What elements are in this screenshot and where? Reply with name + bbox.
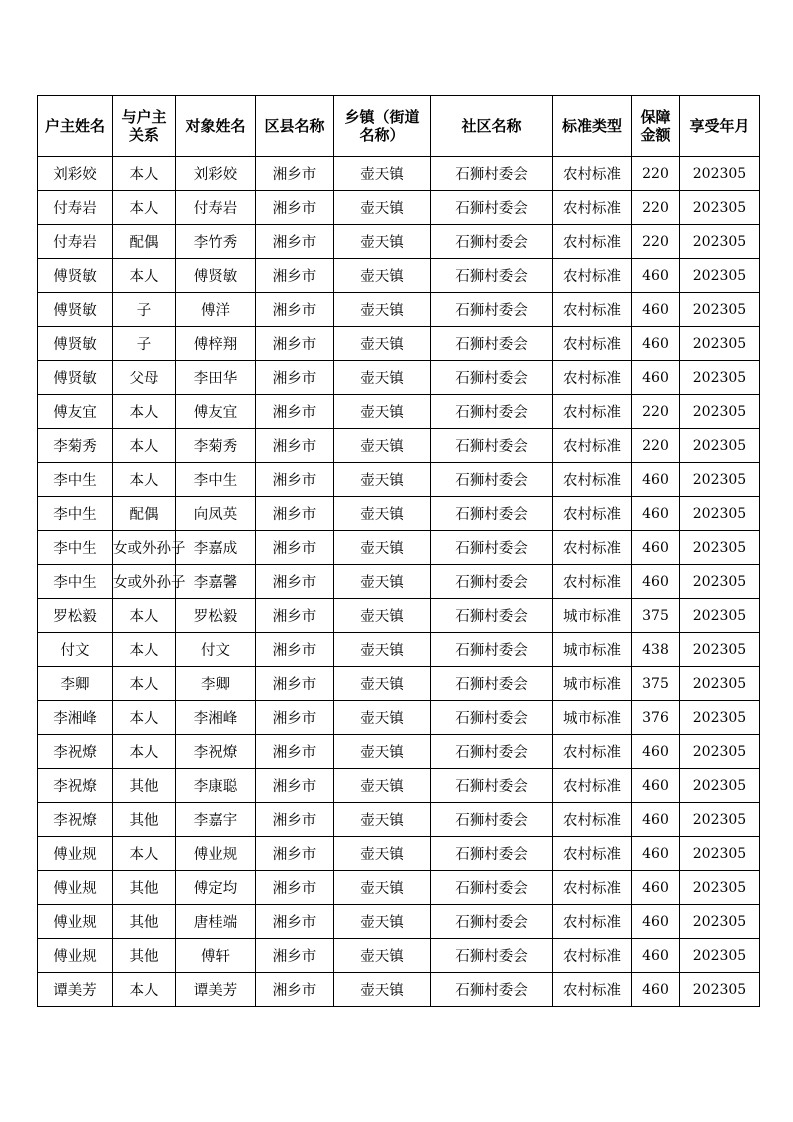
township-cell: 壶天镇 — [334, 973, 431, 1007]
standard-type-cell: 农村标准 — [553, 259, 632, 293]
period-cell: 202305 — [680, 939, 760, 973]
standard-type-cell: 城市标准 — [553, 667, 632, 701]
standard-type-cell: 农村标准 — [553, 225, 632, 259]
table-row — [38, 531, 760, 565]
household-head-cell: 罗松毅 — [38, 599, 113, 633]
township-cell: 壶天镇 — [334, 565, 431, 599]
period-cell: 202305 — [680, 429, 760, 463]
standard-type-cell: 农村标准 — [553, 939, 632, 973]
amount-cell: 375 — [632, 667, 680, 701]
relation-cell: 父母 — [113, 361, 176, 395]
table-row — [38, 327, 760, 361]
relation-cell: 子 — [113, 293, 176, 327]
township-cell: 壶天镇 — [334, 531, 431, 565]
recipient-name-cell: 付寿岩 — [176, 191, 256, 225]
household-head-cell: 傅贤敏 — [38, 327, 113, 361]
period-cell: 202305 — [680, 259, 760, 293]
household-head-cell: 傅业规 — [38, 837, 113, 871]
household-head-cell: 傅业规 — [38, 939, 113, 973]
table-row — [38, 565, 760, 599]
county-cell: 湘乡市 — [256, 191, 334, 225]
township-cell: 壶天镇 — [334, 871, 431, 905]
relation-cell: 女或外孙子 — [113, 531, 176, 565]
period-cell: 202305 — [680, 769, 760, 803]
community-cell: 石狮村委会 — [431, 837, 553, 871]
table-row — [38, 599, 760, 633]
amount-cell: 220 — [632, 191, 680, 225]
township-cell: 壶天镇 — [334, 259, 431, 293]
township-cell: 壶天镇 — [334, 667, 431, 701]
household-head-cell: 刘彩姣 — [38, 157, 113, 191]
household-head-cell: 李菊秀 — [38, 429, 113, 463]
benefits-table — [37, 95, 760, 1007]
table-row — [38, 871, 760, 905]
community-cell: 石狮村委会 — [431, 497, 553, 531]
community-cell: 石狮村委会 — [431, 361, 553, 395]
period-cell: 202305 — [680, 837, 760, 871]
relation-cell: 本人 — [113, 259, 176, 293]
recipient-name-cell: 李菊秀 — [176, 429, 256, 463]
recipient-name-cell: 李田华 — [176, 361, 256, 395]
community-cell: 石狮村委会 — [431, 157, 553, 191]
relation-cell: 本人 — [113, 157, 176, 191]
recipient-name-cell: 傅洋 — [176, 293, 256, 327]
period-cell: 202305 — [680, 667, 760, 701]
standard-type-cell: 农村标准 — [553, 905, 632, 939]
standard-type-cell: 城市标准 — [553, 701, 632, 735]
amount-cell: 460 — [632, 463, 680, 497]
recipient-name-cell: 李卿 — [176, 667, 256, 701]
household-head-cell: 李中生 — [38, 497, 113, 531]
township-cell: 壶天镇 — [334, 191, 431, 225]
standard-type-cell: 农村标准 — [553, 973, 632, 1007]
township-cell: 壶天镇 — [334, 429, 431, 463]
county-cell: 湘乡市 — [256, 395, 334, 429]
community-cell: 石狮村委会 — [431, 191, 553, 225]
amount-cell: 460 — [632, 497, 680, 531]
household-head-cell: 李湘峰 — [38, 701, 113, 735]
period-cell: 202305 — [680, 803, 760, 837]
standard-type-cell: 农村标准 — [553, 871, 632, 905]
amount-cell: 460 — [632, 837, 680, 871]
county-cell: 湘乡市 — [256, 973, 334, 1007]
relation-cell: 配偶 — [113, 225, 176, 259]
township-cell: 壶天镇 — [334, 939, 431, 973]
period-cell: 202305 — [680, 701, 760, 735]
table-row — [38, 701, 760, 735]
recipient-name-cell: 傅贤敏 — [176, 259, 256, 293]
township-cell: 壶天镇 — [334, 157, 431, 191]
household-head-cell: 傅友宜 — [38, 395, 113, 429]
header-county: 区县名称 — [256, 96, 334, 157]
community-cell: 石狮村委会 — [431, 871, 553, 905]
community-cell: 石狮村委会 — [431, 565, 553, 599]
county-cell: 湘乡市 — [256, 225, 334, 259]
community-cell: 石狮村委会 — [431, 599, 553, 633]
county-cell: 湘乡市 — [256, 667, 334, 701]
standard-type-cell: 农村标准 — [553, 191, 632, 225]
recipient-name-cell: 李湘峰 — [176, 701, 256, 735]
header-period: 享受年月 — [680, 96, 760, 157]
recipient-name-cell: 李康聪 — [176, 769, 256, 803]
relation-cell: 本人 — [113, 429, 176, 463]
recipient-name-cell: 罗松毅 — [176, 599, 256, 633]
amount-cell: 438 — [632, 633, 680, 667]
household-head-cell: 李祝燎 — [38, 735, 113, 769]
household-head-cell: 李中生 — [38, 463, 113, 497]
table-row — [38, 361, 760, 395]
relation-cell: 其他 — [113, 803, 176, 837]
township-cell: 壶天镇 — [334, 327, 431, 361]
standard-type-cell: 农村标准 — [553, 463, 632, 497]
amount-cell: 460 — [632, 531, 680, 565]
standard-type-cell: 农村标准 — [553, 735, 632, 769]
household-head-cell: 李祝燎 — [38, 769, 113, 803]
standard-type-cell: 农村标准 — [553, 327, 632, 361]
table-row — [38, 667, 760, 701]
county-cell: 湘乡市 — [256, 293, 334, 327]
community-cell: 石狮村委会 — [431, 259, 553, 293]
community-cell: 石狮村委会 — [431, 395, 553, 429]
table-row — [38, 395, 760, 429]
household-head-cell: 谭美芳 — [38, 973, 113, 1007]
recipient-name-cell: 李中生 — [176, 463, 256, 497]
period-cell: 202305 — [680, 157, 760, 191]
amount-cell: 460 — [632, 293, 680, 327]
household-head-cell: 付文 — [38, 633, 113, 667]
recipient-name-cell: 向凤英 — [176, 497, 256, 531]
county-cell: 湘乡市 — [256, 463, 334, 497]
relation-cell: 其他 — [113, 939, 176, 973]
standard-type-cell: 农村标准 — [553, 395, 632, 429]
period-cell: 202305 — [680, 973, 760, 1007]
household-head-cell: 傅业规 — [38, 905, 113, 939]
standard-type-cell: 城市标准 — [553, 633, 632, 667]
community-cell: 石狮村委会 — [431, 735, 553, 769]
township-cell: 壶天镇 — [334, 905, 431, 939]
county-cell: 湘乡市 — [256, 259, 334, 293]
period-cell: 202305 — [680, 633, 760, 667]
standard-type-cell: 农村标准 — [553, 157, 632, 191]
table-row — [38, 769, 760, 803]
header-relation: 与户主 关系 — [113, 96, 176, 157]
community-cell: 石狮村委会 — [431, 225, 553, 259]
amount-cell: 220 — [632, 157, 680, 191]
table-row — [38, 939, 760, 973]
period-cell: 202305 — [680, 225, 760, 259]
county-cell: 湘乡市 — [256, 701, 334, 735]
township-cell: 壶天镇 — [334, 225, 431, 259]
county-cell: 湘乡市 — [256, 361, 334, 395]
township-cell: 壶天镇 — [334, 293, 431, 327]
relation-cell: 其他 — [113, 905, 176, 939]
relation-cell: 本人 — [113, 633, 176, 667]
relation-cell: 配偶 — [113, 497, 176, 531]
household-head-cell: 傅贤敏 — [38, 361, 113, 395]
table-row — [38, 633, 760, 667]
county-cell: 湘乡市 — [256, 939, 334, 973]
header-recipient-name: 对象姓名 — [176, 96, 256, 157]
township-cell: 壶天镇 — [334, 633, 431, 667]
amount-cell: 460 — [632, 905, 680, 939]
recipient-name-cell: 傅业规 — [176, 837, 256, 871]
standard-type-cell: 农村标准 — [553, 531, 632, 565]
township-cell: 壶天镇 — [334, 837, 431, 871]
header-township: 乡镇（街道 名称） — [334, 96, 431, 157]
standard-type-cell: 农村标准 — [553, 429, 632, 463]
county-cell: 湘乡市 — [256, 327, 334, 361]
household-head-cell: 付寿岩 — [38, 225, 113, 259]
standard-type-cell: 农村标准 — [553, 565, 632, 599]
county-cell: 湘乡市 — [256, 769, 334, 803]
household-head-cell: 傅业规 — [38, 871, 113, 905]
standard-type-cell: 农村标准 — [553, 769, 632, 803]
table-row — [38, 157, 760, 191]
standard-type-cell: 农村标准 — [553, 837, 632, 871]
county-cell: 湘乡市 — [256, 157, 334, 191]
relation-cell: 其他 — [113, 769, 176, 803]
community-cell: 石狮村委会 — [431, 293, 553, 327]
recipient-name-cell: 谭美芳 — [176, 973, 256, 1007]
amount-cell: 220 — [632, 225, 680, 259]
community-cell: 石狮村委会 — [431, 667, 553, 701]
relation-cell: 女或外孙子 — [113, 565, 176, 599]
amount-cell: 375 — [632, 599, 680, 633]
amount-cell: 460 — [632, 361, 680, 395]
county-cell: 湘乡市 — [256, 531, 334, 565]
relation-cell: 本人 — [113, 395, 176, 429]
table-row — [38, 191, 760, 225]
recipient-name-cell: 傅友宜 — [176, 395, 256, 429]
community-cell: 石狮村委会 — [431, 633, 553, 667]
period-cell: 202305 — [680, 191, 760, 225]
county-cell: 湘乡市 — [256, 599, 334, 633]
relation-cell: 子 — [113, 327, 176, 361]
community-cell: 石狮村委会 — [431, 973, 553, 1007]
relation-cell: 本人 — [113, 837, 176, 871]
household-head-cell: 付寿岩 — [38, 191, 113, 225]
amount-cell: 460 — [632, 803, 680, 837]
period-cell: 202305 — [680, 871, 760, 905]
recipient-name-cell: 刘彩姣 — [176, 157, 256, 191]
recipient-name-cell: 傅定均 — [176, 871, 256, 905]
recipient-name-cell: 李祝燎 — [176, 735, 256, 769]
standard-type-cell: 农村标准 — [553, 497, 632, 531]
period-cell: 202305 — [680, 905, 760, 939]
community-cell: 石狮村委会 — [431, 429, 553, 463]
relation-cell: 本人 — [113, 735, 176, 769]
table-row — [38, 225, 760, 259]
header-amount: 保障 金额 — [632, 96, 680, 157]
township-cell: 壶天镇 — [334, 769, 431, 803]
header-row — [38, 96, 760, 157]
period-cell: 202305 — [680, 599, 760, 633]
period-cell: 202305 — [680, 531, 760, 565]
county-cell: 湘乡市 — [256, 905, 334, 939]
table-row — [38, 735, 760, 769]
period-cell: 202305 — [680, 293, 760, 327]
amount-cell: 460 — [632, 327, 680, 361]
household-head-cell: 傅贤敏 — [38, 293, 113, 327]
table-row — [38, 497, 760, 531]
relation-cell: 本人 — [113, 667, 176, 701]
standard-type-cell: 农村标准 — [553, 293, 632, 327]
period-cell: 202305 — [680, 497, 760, 531]
relation-cell: 其他 — [113, 871, 176, 905]
period-cell: 202305 — [680, 463, 760, 497]
table-row — [38, 463, 760, 497]
table-row — [38, 429, 760, 463]
header-standard-type: 标准类型 — [553, 96, 632, 157]
table-row — [38, 293, 760, 327]
amount-cell: 460 — [632, 871, 680, 905]
table-row — [38, 259, 760, 293]
household-head-cell: 李祝燎 — [38, 803, 113, 837]
recipient-name-cell: 李嘉馨 — [176, 565, 256, 599]
recipient-name-cell: 李嘉宇 — [176, 803, 256, 837]
township-cell: 壶天镇 — [334, 463, 431, 497]
household-head-cell: 傅贤敏 — [38, 259, 113, 293]
county-cell: 湘乡市 — [256, 497, 334, 531]
community-cell: 石狮村委会 — [431, 327, 553, 361]
header-community: 社区名称 — [431, 96, 553, 157]
community-cell: 石狮村委会 — [431, 769, 553, 803]
recipient-name-cell: 唐桂端 — [176, 905, 256, 939]
community-cell: 石狮村委会 — [431, 463, 553, 497]
township-cell: 壶天镇 — [334, 599, 431, 633]
amount-cell: 376 — [632, 701, 680, 735]
amount-cell: 460 — [632, 939, 680, 973]
community-cell: 石狮村委会 — [431, 701, 553, 735]
period-cell: 202305 — [680, 361, 760, 395]
relation-cell: 本人 — [113, 191, 176, 225]
township-cell: 壶天镇 — [334, 803, 431, 837]
table-row — [38, 905, 760, 939]
amount-cell: 460 — [632, 259, 680, 293]
standard-type-cell: 城市标准 — [553, 599, 632, 633]
amount-cell: 220 — [632, 429, 680, 463]
relation-cell: 本人 — [113, 973, 176, 1007]
recipient-name-cell: 李嘉成 — [176, 531, 256, 565]
township-cell: 壶天镇 — [334, 497, 431, 531]
relation-cell: 本人 — [113, 701, 176, 735]
township-cell: 壶天镇 — [334, 735, 431, 769]
community-cell: 石狮村委会 — [431, 939, 553, 973]
standard-type-cell: 农村标准 — [553, 361, 632, 395]
amount-cell: 460 — [632, 565, 680, 599]
community-cell: 石狮村委会 — [431, 905, 553, 939]
table-row — [38, 973, 760, 1007]
township-cell: 壶天镇 — [334, 361, 431, 395]
township-cell: 壶天镇 — [334, 701, 431, 735]
table-body — [38, 157, 760, 1007]
community-cell: 石狮村委会 — [431, 531, 553, 565]
relation-cell: 本人 — [113, 599, 176, 633]
recipient-name-cell: 付文 — [176, 633, 256, 667]
table-header — [38, 96, 760, 157]
amount-cell: 460 — [632, 735, 680, 769]
amount-cell: 220 — [632, 395, 680, 429]
standard-type-cell: 农村标准 — [553, 803, 632, 837]
county-cell: 湘乡市 — [256, 735, 334, 769]
household-head-cell: 李中生 — [38, 565, 113, 599]
recipient-name-cell: 傅轩 — [176, 939, 256, 973]
county-cell: 湘乡市 — [256, 837, 334, 871]
county-cell: 湘乡市 — [256, 871, 334, 905]
amount-cell: 460 — [632, 973, 680, 1007]
county-cell: 湘乡市 — [256, 633, 334, 667]
household-head-cell: 李卿 — [38, 667, 113, 701]
household-head-cell: 李中生 — [38, 531, 113, 565]
amount-cell: 460 — [632, 769, 680, 803]
community-cell: 石狮村委会 — [431, 803, 553, 837]
table-row — [38, 803, 760, 837]
county-cell: 湘乡市 — [256, 429, 334, 463]
county-cell: 湘乡市 — [256, 803, 334, 837]
county-cell: 湘乡市 — [256, 565, 334, 599]
period-cell: 202305 — [680, 565, 760, 599]
period-cell: 202305 — [680, 395, 760, 429]
period-cell: 202305 — [680, 735, 760, 769]
period-cell: 202305 — [680, 327, 760, 361]
township-cell: 壶天镇 — [334, 395, 431, 429]
table-row — [38, 837, 760, 871]
recipient-name-cell: 傅梓翔 — [176, 327, 256, 361]
header-household-head: 户主姓名 — [38, 96, 113, 157]
recipient-name-cell: 李竹秀 — [176, 225, 256, 259]
relation-cell: 本人 — [113, 463, 176, 497]
